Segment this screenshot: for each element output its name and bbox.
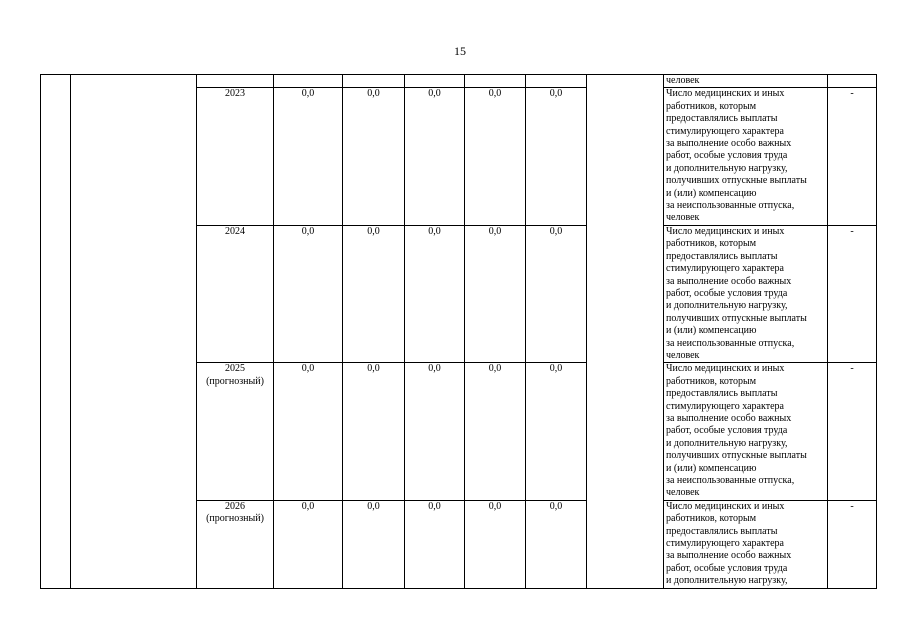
indicator-cell: Число медицинских и иных работников, которым предоставлялись выплаты стимулирующего характера за выполнение особо важных работ, особые условия труда и дополнительную нагрузку, получивших отпускные выплаты и (или) компенсацию за неиспользованные отпуска, человек (664, 88, 828, 225)
value-cell: 0,0 (343, 88, 405, 225)
indicator-cell: Число медицинских и иных работников, которым предоставлялись выплаты стимулирующего характера за выполнение особо важных работ, особые условия труда и дополнительную нагрузку, (664, 500, 828, 588)
column-source-cell (587, 75, 664, 589)
target-cell: - (828, 500, 877, 588)
value-cell: 0,0 (343, 363, 405, 500)
column-number-cell (41, 75, 71, 589)
value-cell: 0,0 (465, 500, 526, 588)
value-cell: 0,0 (274, 363, 343, 500)
page-number: 15 (454, 44, 466, 58)
column-name-cell (71, 75, 197, 589)
value-cell: 0,0 (405, 500, 465, 588)
value-cell: 0,0 (526, 88, 587, 225)
indicator-cell: Число медицинских и иных работников, которым предоставлялись выплаты стимулирующего характера за выполнение особо важных работ, особые условия труда и дополнительную нагрузку, получивших отпускные выплаты и (или) компенсацию за неиспользованные отпуска, человек (664, 225, 828, 362)
year-cell: 2025 (прогнозный) (197, 363, 274, 500)
value-cell: 0,0 (405, 88, 465, 225)
value-cell: 0,0 (274, 500, 343, 588)
value-cell: 0,0 (526, 225, 587, 362)
value-cell: 0,0 (405, 225, 465, 362)
value-cell: 0,0 (274, 225, 343, 362)
target-cell: - (828, 88, 877, 225)
indicator-cell: Число медицинских и иных работников, которым предоставлялись выплаты стимулирующего характера за выполнение особо важных работ, особые условия труда и дополнительную нагрузку, получивших отпускные выплаты и (или) компенсацию за неиспользованные отпуска, человек (664, 363, 828, 500)
year-cell: 2026 (прогнозный) (197, 500, 274, 588)
target-cell: - (828, 363, 877, 500)
value-cell: 0,0 (465, 363, 526, 500)
value-cell: 0,0 (465, 225, 526, 362)
value-cell: 0,0 (343, 500, 405, 588)
value-cell: 0,0 (526, 363, 587, 500)
year-cell: 2023 (197, 88, 274, 225)
value-cell: 0,0 (465, 88, 526, 225)
value-cell: 0,0 (526, 500, 587, 588)
table-row (41, 75, 877, 88)
data-table (40, 74, 877, 589)
value-cell: 0,0 (343, 225, 405, 362)
value-cell: 0,0 (274, 88, 343, 225)
indicator-cell: человек (664, 75, 828, 88)
value-cell: 0,0 (405, 363, 465, 500)
year-cell: 2024 (197, 225, 274, 362)
target-cell: - (828, 225, 877, 362)
